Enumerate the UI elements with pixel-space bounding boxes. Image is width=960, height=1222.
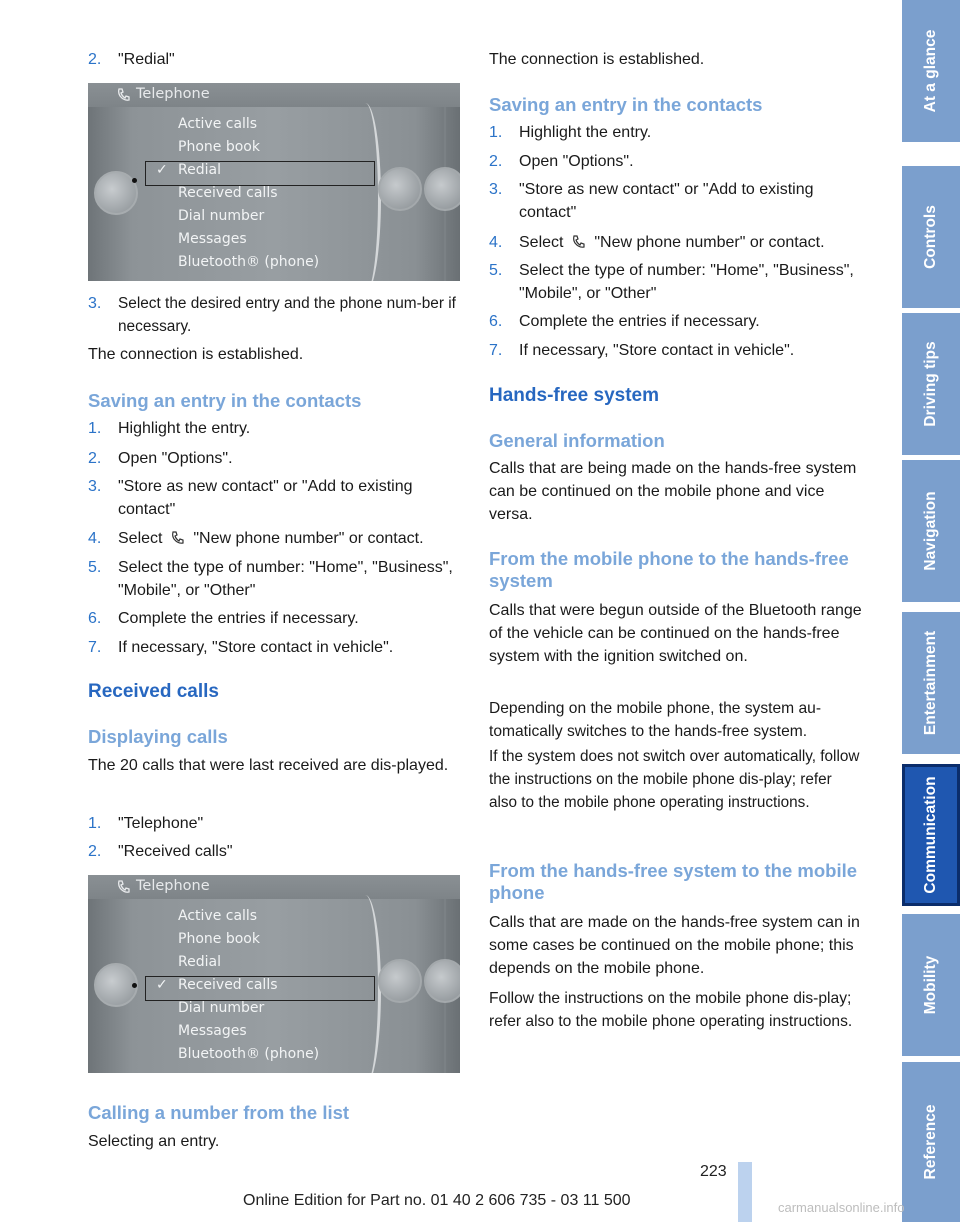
- screen-title: Telephone: [136, 86, 210, 102]
- section-heading: Saving an entry in the contacts: [489, 94, 763, 115]
- section-heading: Calling a number from the list: [88, 1102, 350, 1123]
- tab-driving-tips[interactable]: Driving tips: [902, 313, 960, 455]
- phone-icon: [167, 531, 189, 545]
- tab-at-a-glance[interactable]: At a glance: [902, 0, 960, 142]
- list-item: 3. "Store as new contact" or "Add to existing contact": [489, 181, 814, 221]
- step-select-entry: [88, 292, 462, 338]
- menu-icon: [424, 167, 460, 211]
- tab-navigation[interactable]: Navigation: [902, 460, 960, 602]
- list-item: 6. Complete the entries if necessary.: [489, 313, 760, 330]
- menu-item: Active calls: [178, 116, 258, 132]
- phone-icon: [568, 235, 590, 249]
- paragraph: Calls that are made on the hands-free system can in some cases be continued on the mobile phone; this depends on the mobile phone.: [489, 914, 860, 977]
- page-number: 223: [700, 1163, 727, 1180]
- paragraph: Follow the instructions on the mobile phone dis-play; refer also to the mobile phone operating instructions.: [489, 990, 853, 1030]
- paragraph: If the system does not switch over automatically, follow the instructions on the mobile phone dis-play; refer also to the mobile phone operating instructions.: [489, 748, 860, 811]
- menu-item: Received calls: [178, 185, 278, 201]
- list-item: 4. Select "New phone number" or contact.: [88, 530, 424, 547]
- tab-reference[interactable]: Reference: [902, 1062, 960, 1222]
- list-item: 2. "Received calls": [88, 843, 233, 860]
- check-icon: ✓: [156, 162, 168, 178]
- list-item: 2. Open "Options".: [489, 153, 634, 170]
- step-text: Select the desired entry and the phone num-ber if necessary.: [118, 295, 456, 335]
- paragraph: Selecting an entry.: [88, 1133, 220, 1150]
- paragraph: The connection is established.: [88, 346, 304, 363]
- section-heading: From the hands-free system to the mobile phone: [489, 860, 858, 903]
- list-item: 1. Highlight the entry.: [88, 420, 251, 437]
- check-icon: ✓: [156, 977, 168, 993]
- menu-item-selected: ✓ Redial: [146, 162, 374, 185]
- tab-mobility[interactable]: Mobility: [902, 914, 960, 1056]
- chapter-tabs: [902, 0, 960, 1222]
- menu-item: Active calls: [178, 908, 258, 924]
- list-item: 3. "Store as new contact" or "Add to existing contact": [88, 478, 413, 518]
- footer-text: Online Edition for Part no. 01 40 2 606 735 - 03 11 500: [243, 1192, 631, 1209]
- list-item: 7. If necessary, "Store contact in vehicle".: [489, 342, 795, 359]
- phone-icon: [116, 87, 132, 103]
- menu-item: Bluetooth® (phone): [178, 254, 320, 270]
- tab-controls[interactable]: Controls: [902, 166, 960, 308]
- paragraph: Calls that are being made on the hands-free system can be continued on the mobile phone and vice versa.: [489, 460, 857, 523]
- page-number-bar: [738, 1162, 752, 1222]
- step-redial: [88, 48, 462, 71]
- menu-item: Phone book: [178, 139, 260, 155]
- list-item: 7. If necessary, "Store contact in vehicle".: [88, 639, 394, 656]
- section-heading: From the mobile phone to the hands-free system: [489, 548, 849, 591]
- paragraph: Calls that were begun outside of the Bluetooth range of the vehicle can be continued on the hands-free system with the ignition switched on.: [489, 602, 862, 665]
- menu-item: Redial: [178, 954, 221, 970]
- controller-knob: [94, 171, 138, 215]
- tab-entertainment[interactable]: Entertainment: [902, 612, 960, 754]
- tab-communication[interactable]: Communication: [902, 764, 960, 906]
- telephone-screenshot-redial: [88, 83, 460, 281]
- menu-item: Dial number: [178, 208, 265, 224]
- menu-item: Messages: [178, 1023, 247, 1039]
- section-heading: Hands-free system: [489, 385, 660, 406]
- menu-item: Phone book: [178, 931, 260, 947]
- menu-item: Dial number: [178, 1000, 265, 1016]
- list-item: 6. Complete the entries if necessary.: [88, 610, 359, 627]
- paragraph: The 20 calls that were last received are dis-played.: [88, 757, 449, 774]
- menu-item-selected: ✓ Received calls: [146, 977, 374, 1000]
- paragraph: Depending on the mobile phone, the system au-tomatically switches to the hands-free system.: [489, 700, 822, 740]
- list-item: 5. Select the type of number: "Home", "Business", "Mobile", or "Other": [489, 262, 854, 302]
- phone-icon: [116, 879, 132, 895]
- menu-icon: [424, 959, 460, 1003]
- screen-title: Telephone: [136, 878, 210, 894]
- list-item: 4. Select "New phone number" or contact.: [489, 234, 825, 251]
- menu-item: Messages: [178, 231, 247, 247]
- watermark: carmanualsonline.info: [778, 1200, 905, 1215]
- section-heading: Received calls: [88, 681, 219, 702]
- section-heading: General information: [489, 430, 665, 451]
- telephone-screenshot-received: [88, 875, 460, 1073]
- step-number: 2.: [88, 51, 102, 68]
- section-heading: Saving an entry in the contacts: [88, 390, 362, 411]
- list-item: 1. "Telephone": [88, 815, 204, 832]
- paragraph: The connection is established.: [489, 51, 705, 68]
- list-item: 1. Highlight the entry.: [489, 124, 652, 141]
- menu-item: Bluetooth® (phone): [178, 1046, 320, 1062]
- list-item: 2. Open "Options".: [88, 450, 233, 467]
- list-item: 5. Select the type of number: "Home", "Business", "Mobile", or "Other": [88, 559, 453, 599]
- step-number: 3.: [88, 295, 102, 312]
- section-heading: Displaying calls: [88, 726, 228, 747]
- step-text: "Redial": [118, 51, 175, 68]
